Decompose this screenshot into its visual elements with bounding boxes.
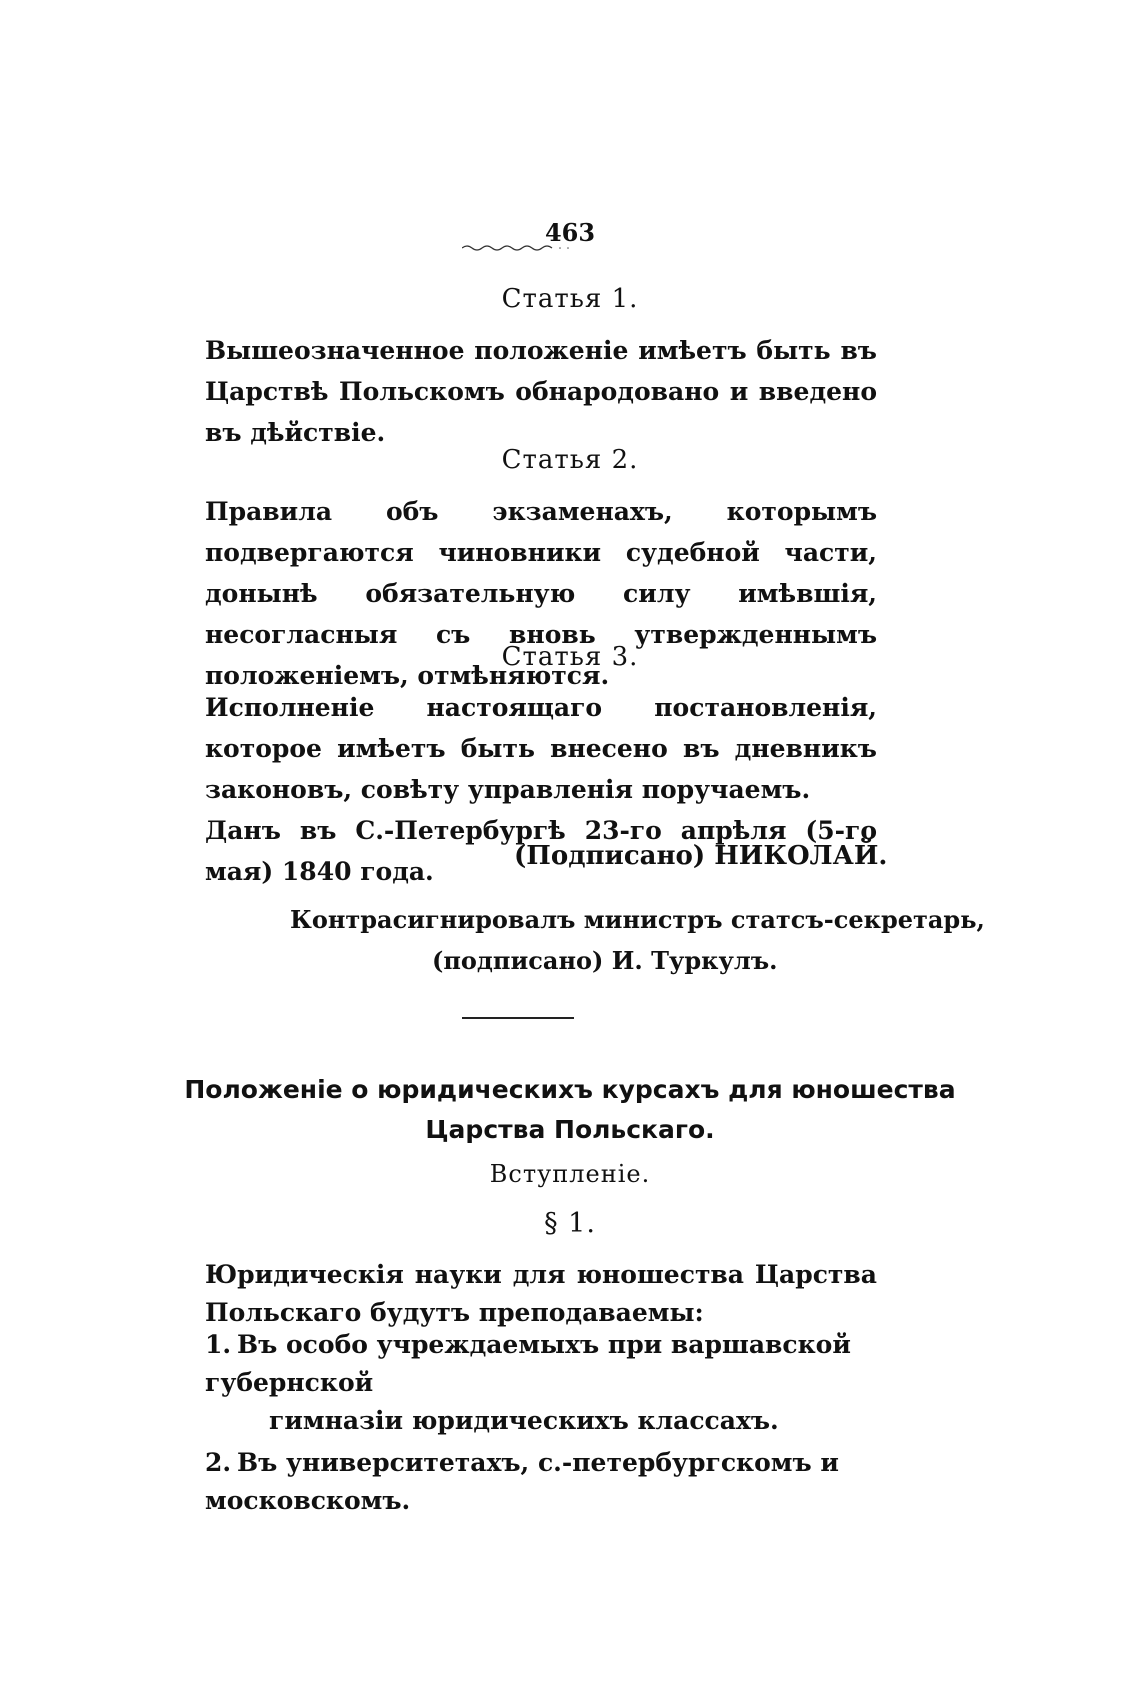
dated-line: Данъ въ С.-Петербургѣ 23-го апрѣля (5-го мая) 1840 года.	[205, 816, 877, 886]
countersign-line-2: (подписано) И. Туркулъ.	[432, 946, 778, 975]
article-2-heading: Статья 2.	[501, 445, 639, 475]
document-title	[0, 1070, 1140, 1150]
list-item-line	[205, 1444, 877, 1520]
article-1-text: Вышеозначенное положеніе имѣетъ быть въ Царствѣ Польскомъ обнародовано и введено въ дѣйствіе.	[205, 336, 877, 447]
countersign-line-1: Контрасигнировалъ министръ статсъ-секретарь,	[290, 905, 985, 934]
section-heading: § 1.	[544, 1208, 596, 1239]
signature-line: (Подписано) НИКОЛАЙ.	[514, 841, 888, 871]
title-line-1: Положеніе о юридическихъ курсахъ для юношества	[184, 1075, 956, 1104]
list-item-text: Въ особо учреждаемыхъ при варшавской губернской	[205, 1330, 851, 1397]
article-2-text: Правила объ экзаменахъ, которымъ подвергаются чиновники судебной части, донынѣ обязательную силу имѣвшія, несогласныя съ вновь утвержденнымъ положеніемъ, отмѣняются.	[205, 497, 877, 690]
list-item-line	[205, 1326, 877, 1402]
list-item	[205, 1444, 877, 1520]
list-item	[205, 1326, 877, 1440]
section-body	[205, 1256, 877, 1332]
list-item-continuation: гимназіи юридическихъ классахъ.	[269, 1406, 779, 1435]
section-text: Юридическія науки для юношества Царства Польскаго будутъ преподаваемы:	[205, 1260, 877, 1327]
article-1-body	[205, 330, 877, 453]
separator-rule	[462, 1017, 574, 1019]
article-1-heading: Статья 1.	[501, 284, 639, 314]
title-line-2: Царства Польскаго.	[425, 1115, 715, 1144]
list-item-number: 2.	[205, 1448, 232, 1477]
list-item-text: Въ университетахъ, с.-петербургскомъ и московскомъ.	[205, 1448, 839, 1515]
article-3-text: Исполненіе настоящаго постановленія, которое имѣетъ быть внесено въ дневникъ законовъ, совѣту управленія поручаемъ.	[205, 693, 877, 804]
article-3-heading: Статья 3.	[501, 642, 639, 672]
wavy-ornament	[462, 244, 582, 252]
intro-heading: Вступленіе.	[489, 1160, 651, 1188]
page-number: 463	[544, 218, 596, 247]
list-item-number: 1.	[205, 1330, 232, 1359]
numbered-list	[205, 1326, 877, 1520]
